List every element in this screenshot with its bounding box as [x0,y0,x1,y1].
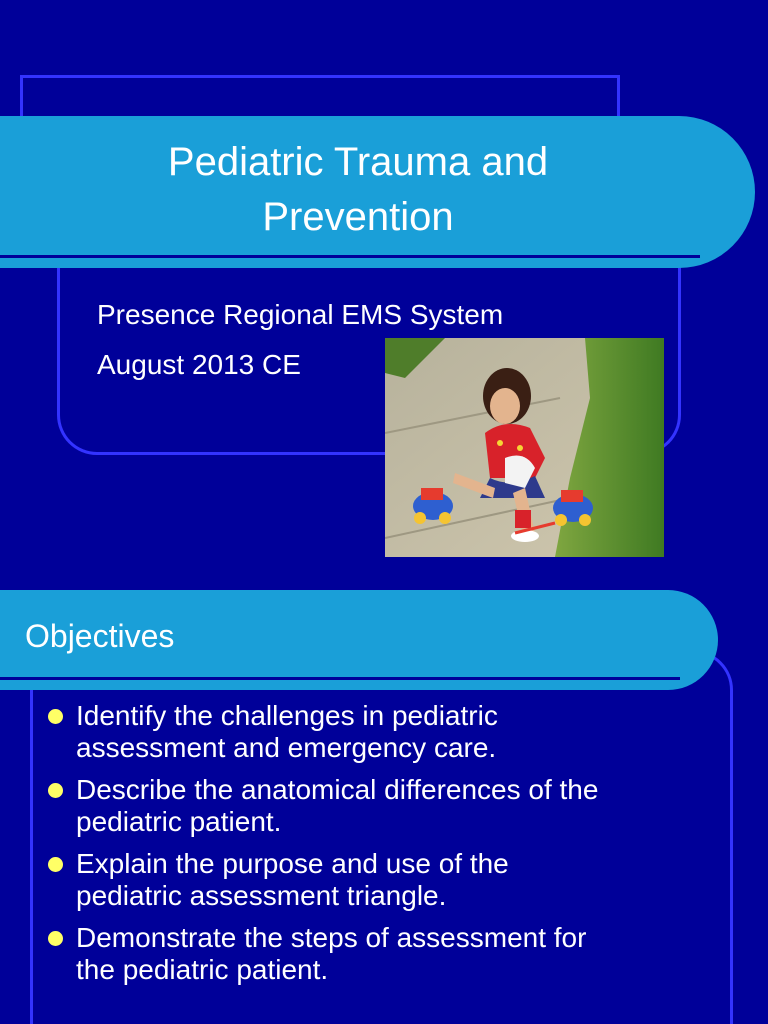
bullet-line-2: pediatric assessment triangle. [76,880,447,911]
bullet-dot-icon [48,709,63,724]
bullet-line-1: Describe the anatomical differences of the [76,774,599,805]
bullet-line-1: Identify the challenges in pediatric [76,700,498,731]
objectives-list [46,700,746,996]
list-item [46,848,746,912]
objectives-slide [0,580,768,1024]
subtitle-date: August 2013 CE [97,349,301,380]
title-line-2: Prevention [262,195,454,239]
objectives-title: Objectives [25,618,175,654]
bullet-dot-icon [48,783,63,798]
child-on-sidewalk-photo [385,338,664,557]
objectives-underline [0,677,680,680]
list-item [46,700,746,764]
bullet-line-2: pediatric patient. [76,806,282,837]
bullet-line-2: assessment and emergency care. [76,732,497,763]
bullet-line-1: Explain the purpose and use of the [76,848,509,879]
bullet-dot-icon [48,931,63,946]
subtitle-organization: Presence Regional EMS System [97,299,504,330]
bullet-dot-icon [48,857,63,872]
title-line-1: Pediatric Trauma and [167,140,549,184]
bullet-line-1: Demonstrate the steps of assessment for [76,922,587,953]
list-item [46,774,746,838]
title-underline [0,255,700,258]
bullet-line-2: the pediatric patient. [76,954,329,985]
list-item [46,922,746,986]
slide-title [0,135,716,245]
